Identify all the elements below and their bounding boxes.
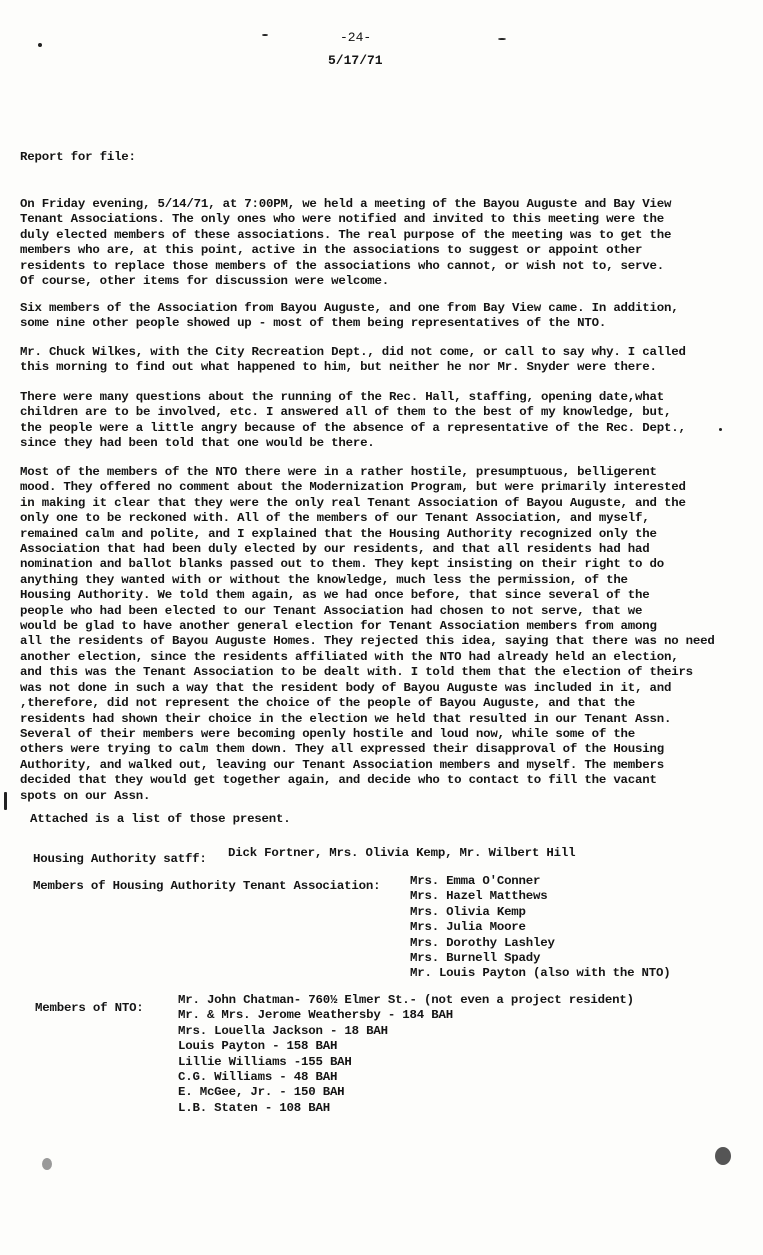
text-line: only one to be reckoned with. All of the members of our Tenant Association, and myself, [20,511,650,526]
text-line: some nine other people showed up - most of them being representatives of the NTO. [20,316,607,331]
text-line: anything they wanted with or without the knowledge, much less the permission, of the [20,572,628,587]
paragraph-recreation [20,345,720,376]
text-line: duly elected members of these associations. The real purpose of the meeting was to get the [20,227,672,242]
list-item: E. McGee, Jr. - 150 BAH [178,1085,345,1100]
list-item: Louis Payton - 158 BAH [178,1039,338,1054]
text-line: residents had shown their choice in the election we held that resulted in our Tenant Assn. [20,711,672,726]
text-line: others were trying to calm them down. They all expressed their disapproval of the Housing [20,742,664,757]
list-item: Mrs. Emma O'Conner [410,874,541,888]
paragraph-meeting [20,197,720,289]
page-number: -24- [340,30,372,45]
text-line: Six members of the Association from Bayou Auguste, and one from Bay View came. In addition, [20,301,679,315]
text-line: On Friday evening, 5/14/71, at 7:00PM, we held a meeting of the Bayou Auguste and Bay View [20,197,672,211]
text-line: mood. They offered no comment about the Modernization Program, but were primarily interested [20,480,686,495]
text-line: this morning to find out what happened to him, but neither he nor Mr. Snyder were there. [20,360,657,375]
text-line: residents to replace those members of the associations who cannot, or wish not to, serve. [20,258,664,273]
text-line: Authority, and walked out, leaving our Tenant Association members and myself. The members [20,757,664,772]
scan-speck [498,38,506,40]
text-line: Association that had been duly elected by our residents, and that all residents had had [20,542,650,557]
text-line: all the residents of Bayou Auguste Homes. They rejected this idea, saying that there was no need [20,634,715,649]
text-line: children are to be involved, etc. I answered all of them to the best of my knowledge, but, [20,405,672,420]
text-line: would be glad to have another general election for Tenant Association members from among [20,619,657,634]
text-line: Of course, other items for discussion were welcome. [20,274,390,289]
text-line: Housing Authority. We told them again, as we had once before, that since several of the [20,588,650,603]
text-line: Most of the members of the NTO there were in a rather hostile, presumptuous, belligerent [20,465,657,479]
text-line: another election, since the residents affiliated with the NTO had already held an election, [20,649,679,664]
list-item: Mrs. Louella Jackson - 18 BAH [178,1023,388,1038]
text-line: was not done in such a way that the resident body of Bayou Auguste was included in it, and [20,680,672,695]
list-item: Mrs. Dorothy Lashley [410,935,555,950]
paragraph-nto [20,465,720,804]
list-item: Mrs. Hazel Matthews [410,889,548,904]
text-line: ,therefore, did not represent the choice of the people of Bayou Auguste, and that the [20,696,636,711]
nto-members-list [178,993,634,1116]
list-item: Mrs. Olivia Kemp [410,904,526,919]
paragraph-attendance [20,301,720,332]
text-line: nomination and ballot blanks passed out to them. They kept insisting on their right to do [20,557,664,572]
tenant-members-list [410,874,670,982]
scan-speck [42,1158,52,1170]
text-line: There were many questions about the running of the Rec. Hall, staffing, opening date,what [20,390,664,404]
text-line: in making it clear that they were the only real Tenant Association of Bayou Auguste, and the [20,495,686,510]
text-line: and this was the Tenant Association to be dealt with. I told them that the election of theirs [20,665,693,680]
paragraph-attached [30,812,730,827]
text-line: the people were a little angry because of the absence of a representative of the Rec. Dept., [20,420,686,435]
list-item: Mrs. Burnell Spady [410,951,541,966]
list-item: Lillie Williams -155 BAH [178,1054,352,1069]
text-line: members who are, at this point, active in the associations to suggest or appoint other [20,243,643,258]
text-line: Mr. Chuck Wilkes, with the City Recreation Dept., did not come, or call to say why. I called [20,345,686,359]
scan-speck [719,428,722,431]
document-date: 5/17/71 [328,53,383,68]
text-line: Several of their members were becoming openly hostile and loud now, while some of the [20,726,636,741]
nto-members-label: Members of NTO: [35,1001,144,1015]
list-item: C.G. Williams - 48 BAH [178,1070,338,1085]
report-heading: Report for file: [20,150,136,164]
scan-speck [4,792,7,810]
text-line: people who had been elected to our Tenant Association had chosen to not serve, that we [20,603,643,618]
text-line: spots on our Assn. [20,788,151,803]
list-item: L.B. Staten - 108 BAH [178,1100,330,1115]
text-line: since they had been told that one would be there. [20,436,375,451]
list-item: Mr. & Mrs. Jerome Weathersby - 184 BAH [178,1008,453,1023]
text-line: Attached is a list of those present. [30,812,291,826]
tenant-members-label: Members of Housing Authority Tenant Association: [33,879,381,893]
list-item: Mrs. Julia Moore [410,920,526,935]
list-item: Mr. John Chatman- 760½ Elmer St.- (not even a project resident) [178,993,634,1007]
text-line: decided that they would get together again, and decide who to contact to fill the vacant [20,773,657,788]
list-item: Mr. Louis Payton (also with the NTO) [410,966,671,981]
scan-speck [715,1147,731,1165]
text-line: Tenant Associations. The only ones who were notified and invited to this meeting were the [20,212,664,227]
staff-names: Dick Fortner, Mrs. Olivia Kemp, Mr. Wilbert Hill [228,846,576,860]
staff-label: Housing Authority satff: [33,852,207,866]
text-line: remained calm and polite, and I explained that the Housing Authority recognized only the [20,526,657,541]
scan-speck [38,43,42,47]
scan-speck [262,34,268,36]
paragraph-rec-hall [20,390,720,452]
